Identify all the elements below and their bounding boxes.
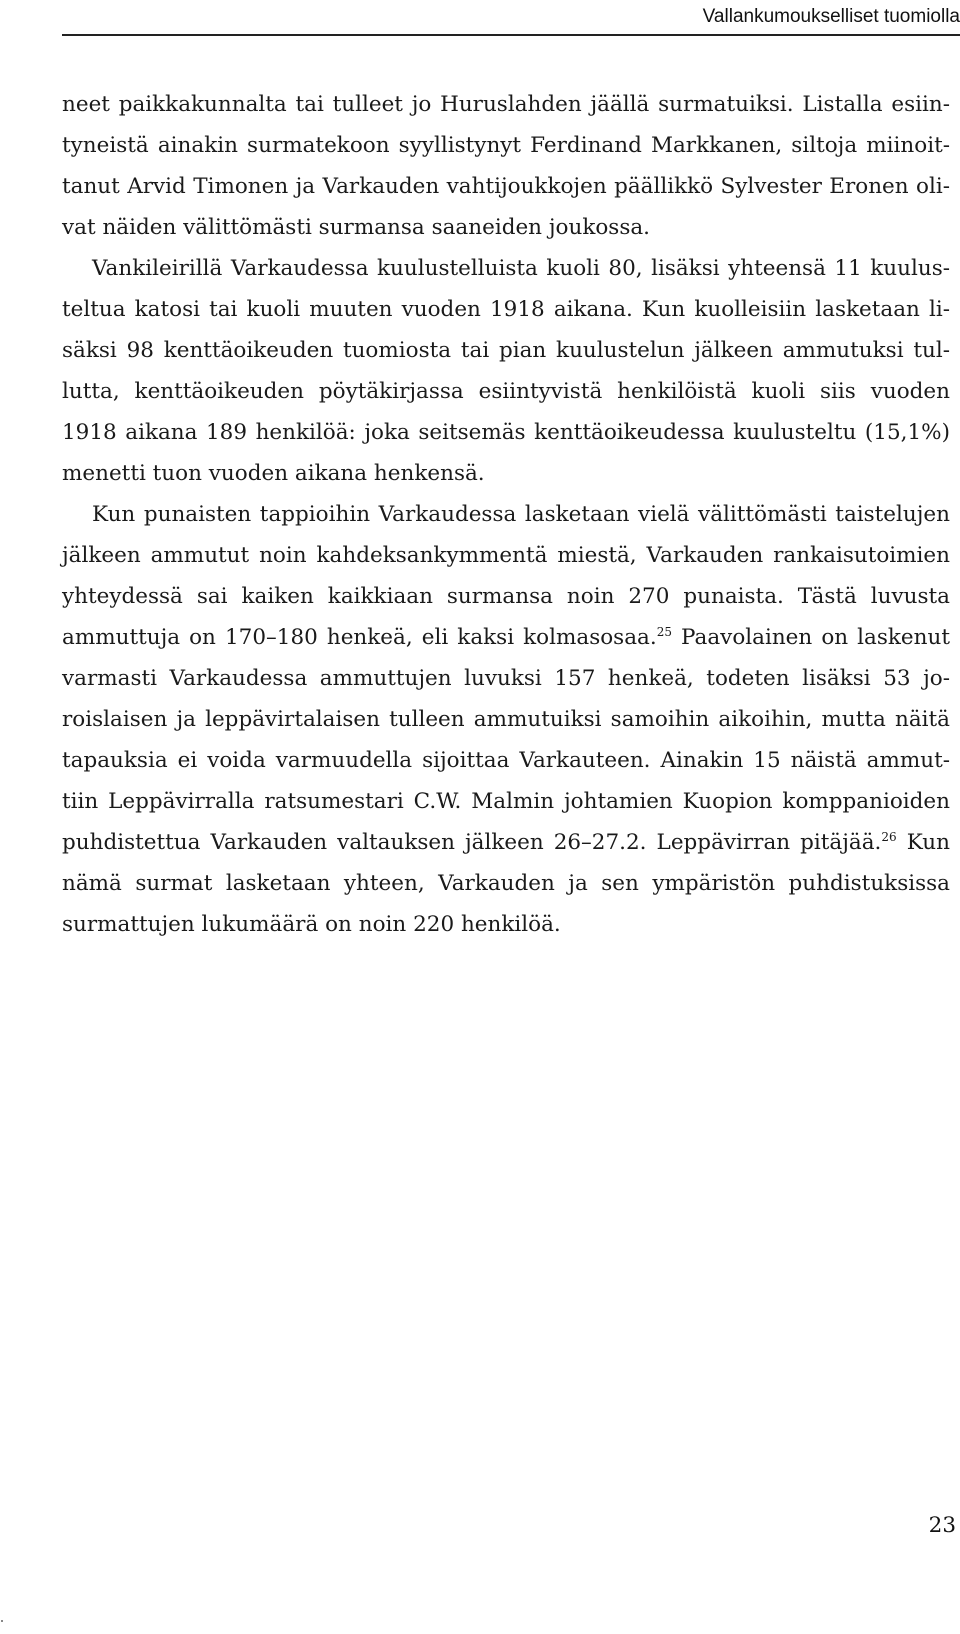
- running-head: Vallankumoukselliset tuomiolla: [702, 6, 960, 27]
- footnote-ref-25: 25: [656, 624, 672, 639]
- body-text: [62, 84, 950, 945]
- header-rule: [62, 34, 960, 36]
- paragraph-3-part-3: Kun nämä surmat lasketaan yhteen, Varkauden ja sen ympäristön puhdistuksissa surmattujen lukumäärä on noin 220 henkilöä.: [62, 830, 951, 937]
- paragraph-1: neet paikkakunnalta tai tulleet jo Huruslahden jäällä surmatuiksi. Listalla esiintyneistä ainakin surmatekoon syyllistynyt Ferdinand Markkanen, siltoja miinoittanut Arvid Timonen ja Varkauden vahtijoukkojen päällikkö Sylvester Eronen olivat näiden välittömästi surmansa saaneiden joukossa.: [62, 92, 950, 240]
- scan-speck: [1, 1620, 3, 1622]
- page-number: 23: [928, 1513, 956, 1538]
- paragraph-2: Vankileirillä Varkaudessa kuulustelluista kuoli 80, lisäksi yhteensä 11 kuulusteltua katosi tai kuoli muuten vuoden 1918 aikana. Kun kuolleisiin lasketaan lisäksi 98 kenttäoikeuden tuomiosta tai pian kuulustelun jälkeen ammutuksi tullutta, kenttäoikeuden pöytäkirjassa esiintyvistä henkilöistä kuoli siis vuoden 1918 aikana 189 henkilöä: joka seitsemäs kenttäoikeudessa kuulusteltu (15,1%) menetti tuon vuoden aikana henkensä.: [62, 256, 950, 486]
- footnote-ref-26: 26: [881, 829, 897, 844]
- paragraph-3-part-2: Paavolainen on laskenut varmasti Varkaudessa ammuttujen luvuksi 157 henkeä, todeten lisäksi 53 joroislaisen ja leppävirtalaisen tulleen ammutuiksi samoihin aikoihin, mutta näitä tapauksia ei voida varmuudella sijoittaa Varkauteen. Ainakin 15 näistä ammuttiin Leppävirralla ratsumestari C.W. Malmin johtamien Kuopion komppanioiden puhdistettua Varkauden valtauksen jälkeen 26–27.2. Leppävirran pitäjää.: [62, 625, 950, 855]
- paragraph-3: [62, 494, 950, 945]
- paragraph-3-part-1: Kun punaisten tappioihin Varkaudessa lasketaan vielä välittömästi taistelujen jälkeen ammutut noin kahdeksankymmentä miestä, Varkauden rankaisutoimien yhteydessä sai kaiken kaikkiaan surmansa noin 270 punaista. Tästä luvusta ammuttuja on 170–180 henkeä, eli kaksi kolmasosaa.: [62, 502, 950, 650]
